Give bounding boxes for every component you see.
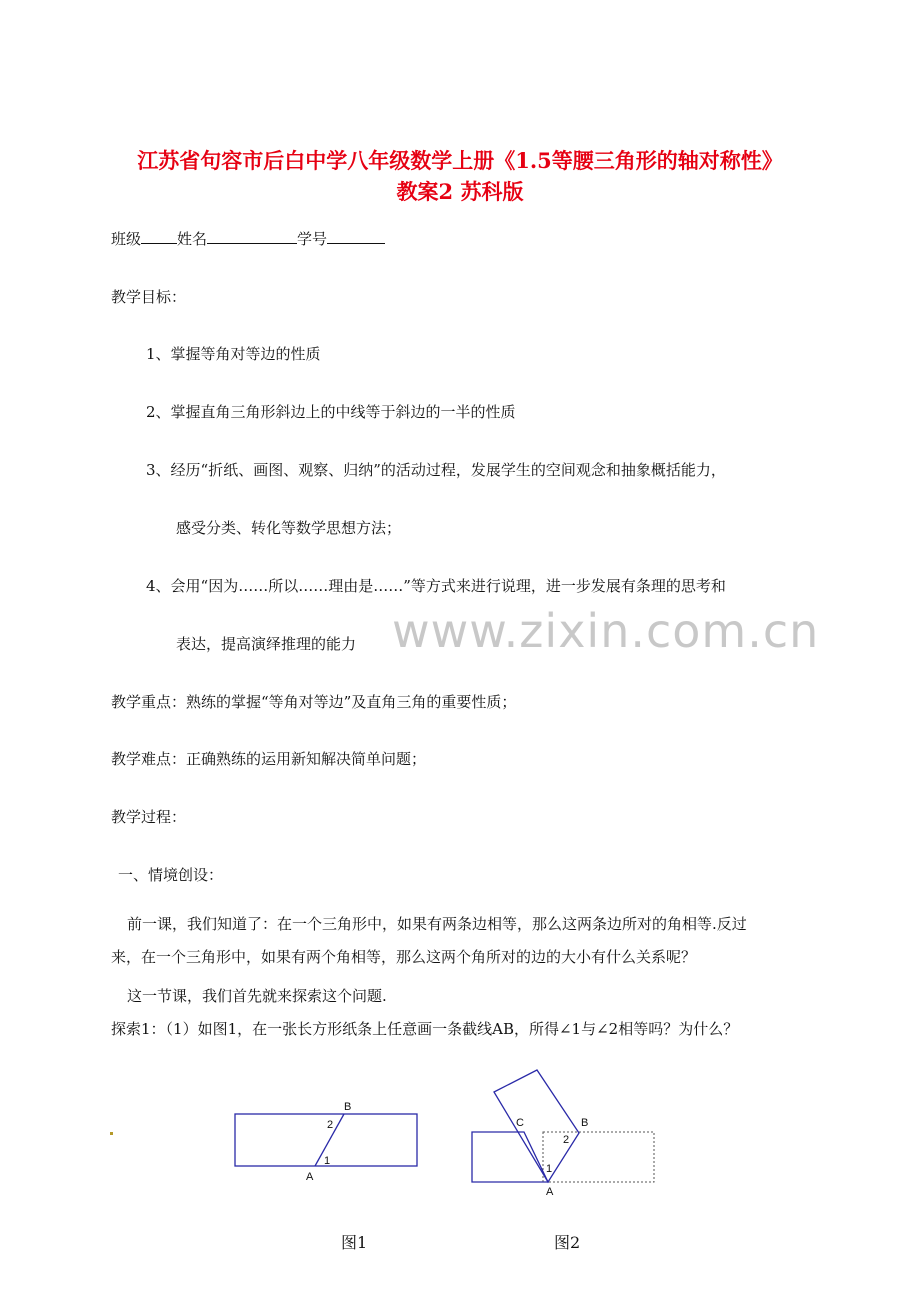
process-heading: 教学过程： [111,808,187,826]
class-label: 班级 [111,230,142,248]
paper-left-part [472,1132,548,1182]
unfolded-strip-outline [543,1132,654,1182]
explore-question: 探索1：（1）如图1，在一张长方形纸条上任意画一条截线AB，所得∠1与∠2相等吗？为什么？ [111,1020,739,1038]
objective-item-4-cont: 表达，提高演绎推理的能力 [176,635,357,653]
watermark: www.zixin.com.cn [392,604,820,658]
objectives-heading: 教学目标： [111,288,187,306]
key-point: 教学重点：熟练的掌握“等角对等边”及直角三角的重要性质； [111,693,517,711]
label-b: B [581,1117,589,1129]
intro-paragraph-line-1: 前一课，我们知道了：在一个三角形中，如果有两条边相等，那么这两条边所对的角相等.反过 [127,915,747,933]
label-c: C [516,1117,524,1129]
folded-flap [494,1070,579,1182]
objective-item-4: 4、会用“因为……所以……理由是……”等方式来进行说理，进一步发展有条理的思考和 [146,577,726,595]
figure-2-diagram [462,1060,662,1200]
label-angle-1: 1 [546,1163,553,1175]
section-heading: 一、情境创设： [118,866,224,884]
label-angle-2: 2 [327,1119,334,1131]
label-angle-2: 2 [563,1134,570,1146]
class-blank[interactable] [141,229,177,244]
id-blank[interactable] [327,229,385,244]
label-angle-1: 1 [324,1155,331,1167]
objective-item-1: 1、掌握等角对等边的性质 [146,345,321,363]
id-label: 学号 [297,230,328,248]
label-a: A [306,1171,314,1183]
figure-1-diagram [226,1096,426,1186]
intro-paragraph-line-2: 来，在一个三角形中，如果有两个角相等，那么这两个角所对的边的大小有什么关系呢？ [111,948,697,966]
objective-item-3-cont: 感受分类、转化等数学思想方法； [176,519,402,537]
figure-2-caption: 图2 [554,1233,581,1252]
page-title-line-1: 江苏省句容市后白中学八年级数学上册《1.5等腰三角形的轴对称性》 [137,148,783,173]
figure-1-caption: 图1 [341,1233,368,1252]
name-blank[interactable] [207,229,297,244]
label-a: A [546,1186,554,1198]
page-title-line-2: 教案2 苏科版 [396,179,524,204]
difficulty-point: 教学难点：正确熟练的运用新知解决简单问题； [111,750,427,768]
label-b: B [344,1101,352,1113]
student-info-row [111,229,385,249]
intro-paragraph-2: 这一节课，我们首先就来探索这个问题. [127,987,387,1005]
stray-mark [110,1132,113,1135]
objective-item-2: 2、掌握直角三角形斜边上的中线等于斜边的一半的性质 [146,403,516,421]
name-label: 姓名 [177,230,208,248]
objective-item-3: 3、经历“折纸、画图、观察、归纳”的活动过程，发展学生的空间观念和抽象概括能力， [146,461,726,479]
